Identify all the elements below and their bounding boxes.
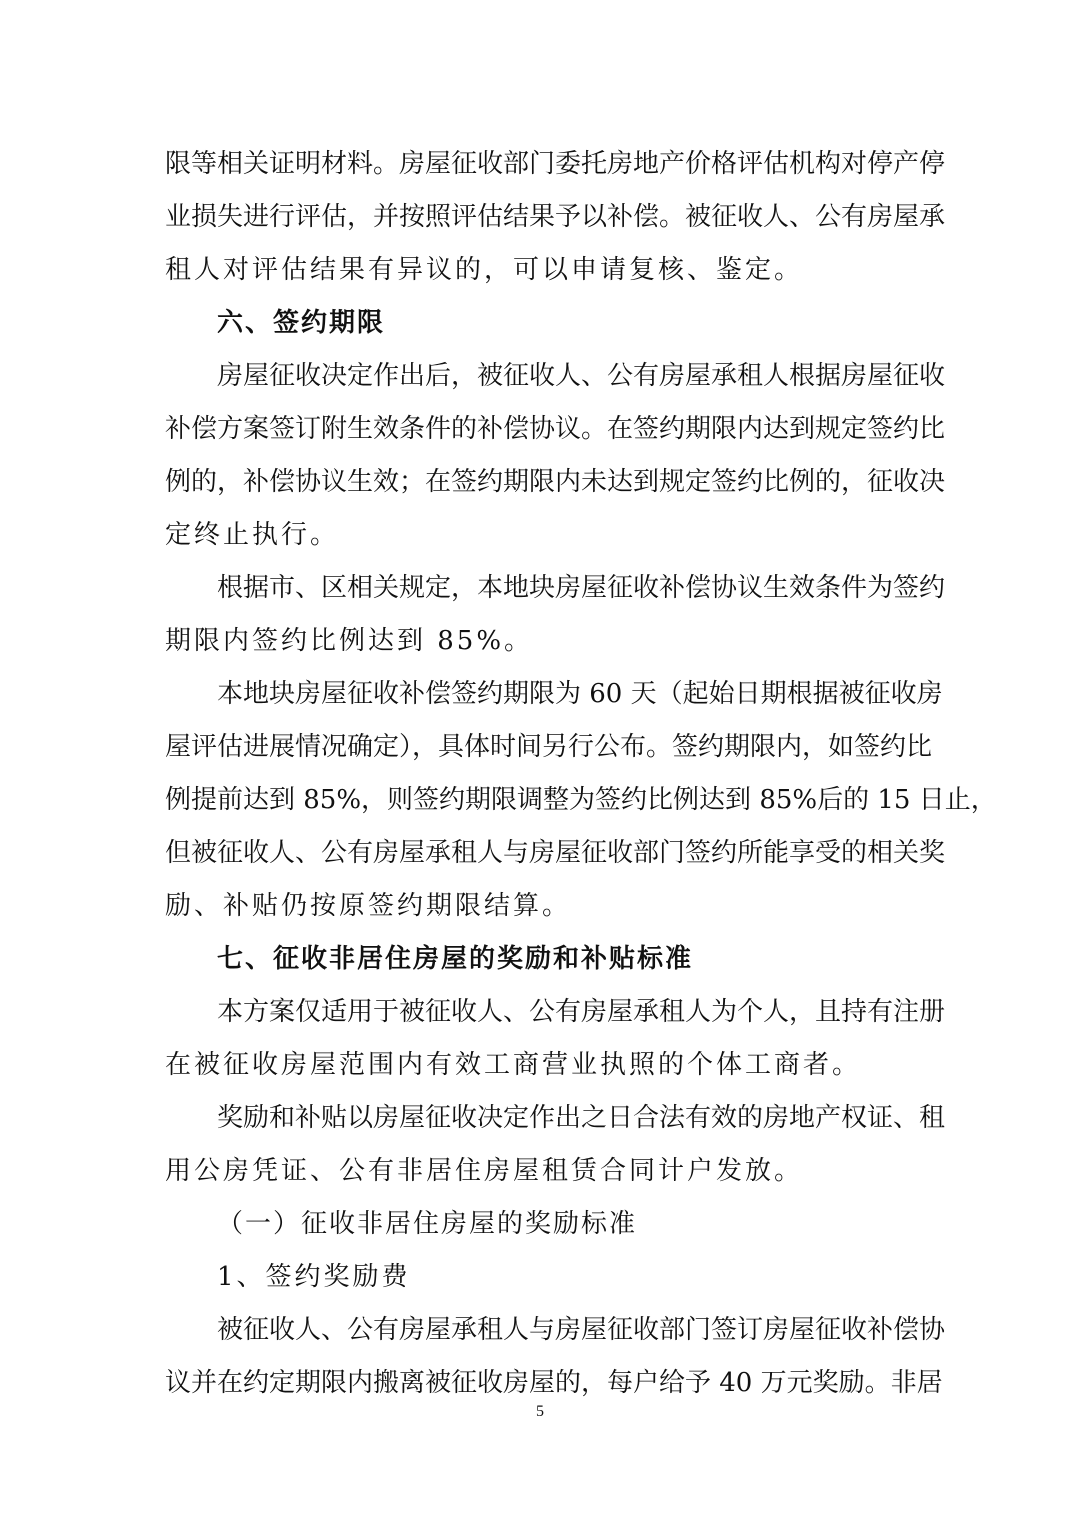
paragraph-line: 期限内签约比例达到 85%。 [165, 626, 534, 656]
paragraph-line: 但被征收人、公有房屋承租人与房屋征收部门签约所能享受的相关奖 [165, 838, 946, 868]
paragraph-line: 用公房凭证、公有非居住房屋租赁合同计户发放。 [165, 1156, 804, 1186]
page-number: 5 [536, 1403, 544, 1420]
paragraph-line: 例提前达到 85%，则签约期限调整为签约比例达到 85%后的 15 日止， [165, 785, 997, 815]
paragraph-line: 被征收人、公有房屋承租人与房屋征收部门签订房屋征收补偿协 [217, 1315, 946, 1345]
paragraph-line: 本方案仅适用于被征收人、公有房屋承租人为个人，且持有注册 [217, 997, 946, 1027]
paragraph-line: 励、补贴仍按原签约期限结算。 [165, 891, 572, 921]
paragraph-line: 补偿方案签订附生效条件的补偿协议。在签约期限内达到规定签约比 [165, 414, 946, 444]
paragraph-line: 业损失进行评估，并按照评估结果予以补偿。被征收人、公有房屋承 [165, 202, 946, 232]
paragraph-line: 根据市、区相关规定，本地块房屋征收补偿协议生效条件为签约 [217, 573, 946, 603]
subsection-heading-reward-standard: （一）征收非居住房屋的奖励标准 [217, 1209, 638, 1239]
paragraph-line: 限等相关证明材料。房屋征收部门委托房地产价格评估机构对停产停 [165, 149, 946, 179]
paragraph-line: 定终止执行。 [165, 520, 340, 550]
paragraph-line: 租人对评估结果有异议的，可以申请复核、鉴定。 [165, 255, 804, 285]
paragraph-line: 在被征收房屋范围内有效工商营业执照的个体工商者。 [165, 1050, 862, 1080]
paragraph-line: 例的，补偿协议生效；在签约期限内未达到规定签约比例的，征收决 [165, 467, 946, 497]
item-heading-signing-reward: 1、签约奖励费 [217, 1262, 411, 1292]
paragraph-line: 本地块房屋征收补偿签约期限为 60 天（起始日期根据被征收房 [217, 679, 943, 709]
paragraph-line: 房屋征收决定作出后，被征收人、公有房屋承租人根据房屋征收 [217, 361, 946, 391]
section-heading-signing-period: 六、签约期限 [217, 308, 386, 338]
paragraph-line: 议并在约定期限内搬离被征收房屋的，每户给予 40 万元奖励。非居 [165, 1368, 943, 1398]
section-heading-non-residential-rewards: 七、征收非居住房屋的奖励和补贴标准 [217, 944, 694, 974]
paragraph-line: 屋评估进展情况确定），具体时间另行公布。签约期限内，如签约比 [165, 732, 933, 762]
paragraph-line: 奖励和补贴以房屋征收决定作出之日合法有效的房地产权证、租 [217, 1103, 946, 1133]
